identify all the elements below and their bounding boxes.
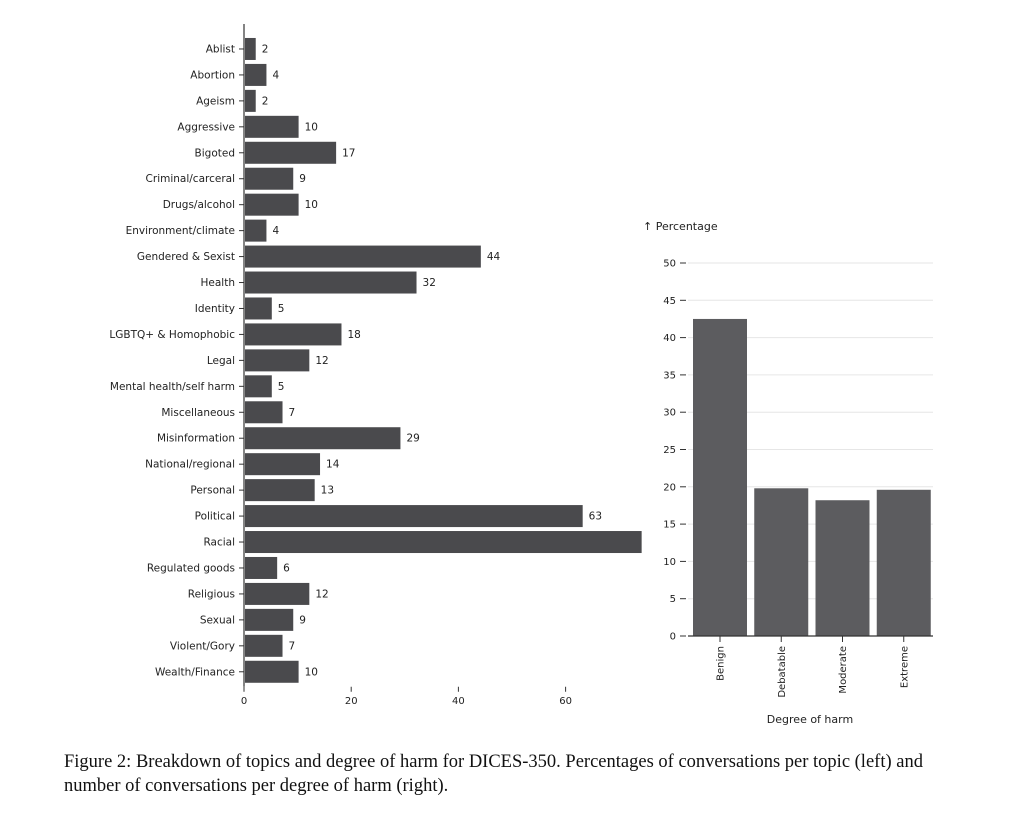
y-tick-label: 10 xyxy=(663,556,676,568)
y-tick-label: 45 xyxy=(663,295,676,307)
bar xyxy=(245,64,266,86)
category-label: Violent/Gory xyxy=(169,640,235,653)
x-tick-label: Extreme xyxy=(899,646,911,689)
bar xyxy=(245,349,309,371)
bar xyxy=(693,319,747,636)
bar xyxy=(877,490,931,636)
category-label: Wealth/Finance xyxy=(154,666,235,679)
y-tick-label: 35 xyxy=(663,370,676,382)
data-label: 12 xyxy=(315,354,329,367)
category-label: Religious xyxy=(187,588,235,601)
bar xyxy=(245,531,642,553)
y-tick-label: 50 xyxy=(663,258,676,270)
category-label: Regulated goods xyxy=(146,562,235,575)
category-label: Misinformation xyxy=(156,432,235,445)
category-label: LGBTQ+ & Homophobic xyxy=(109,328,235,341)
data-label: 6 xyxy=(283,562,290,575)
x-tick-label: 60 xyxy=(559,695,572,707)
x-tick-label: Moderate xyxy=(838,646,849,694)
bar xyxy=(245,323,341,345)
bar xyxy=(245,479,315,501)
category-label: Abortion xyxy=(190,69,235,82)
y-tick-label: 20 xyxy=(663,482,676,494)
bar xyxy=(754,488,808,636)
category-label: Miscellaneous xyxy=(161,406,235,419)
data-label: 5 xyxy=(277,302,285,315)
data-label: 63 xyxy=(588,510,603,523)
data-label: 17 xyxy=(342,147,356,160)
data-label: 44 xyxy=(486,251,501,264)
data-label: 32 xyxy=(422,277,436,290)
data-label: 9 xyxy=(299,614,306,627)
category-label: Legal xyxy=(206,354,235,367)
y-tick-label: 0 xyxy=(669,631,676,643)
x-tick-label: Benign xyxy=(715,646,727,681)
data-label: 14 xyxy=(326,458,340,471)
bar xyxy=(245,557,277,579)
bar xyxy=(245,453,320,475)
bar xyxy=(816,500,870,636)
figure-caption: Figure 2: Breakdown of topics and degree of harm for DICES-350. Percentages of conversations per topic (left) and number of conversations per degree of harm (right). xyxy=(64,752,923,796)
y-tick-label: 15 xyxy=(663,519,676,531)
data-label: 2 xyxy=(261,95,269,108)
category-label: Health xyxy=(200,277,235,290)
category-label: Criminal/carceral xyxy=(145,173,235,186)
data-label: 9 xyxy=(299,173,306,186)
bar xyxy=(245,116,299,138)
y-tick-label: 40 xyxy=(663,333,676,345)
bar xyxy=(245,220,266,242)
x-tick-label: 40 xyxy=(452,695,465,707)
data-label: 4 xyxy=(272,225,280,238)
category-label: Drugs/alcohol xyxy=(162,199,235,212)
y-tick-label: 25 xyxy=(663,445,676,456)
category-label: Aggressive xyxy=(177,121,235,134)
category-label: Gendered & Sexist xyxy=(136,251,235,264)
category-label: Political xyxy=(194,510,235,523)
data-label: 5 xyxy=(277,380,285,393)
data-label: 10 xyxy=(304,121,318,134)
category-label: Ablist xyxy=(205,43,235,56)
data-label: 13 xyxy=(320,484,335,497)
bar xyxy=(245,635,283,657)
data-label: 10 xyxy=(304,199,318,212)
data-label: 10 xyxy=(304,666,318,679)
category-label: Environment/climate xyxy=(125,225,235,238)
bar xyxy=(245,297,272,319)
category-label: Ageism xyxy=(196,95,235,108)
x-tick-label: 20 xyxy=(344,695,358,707)
bar xyxy=(245,272,417,294)
x-tick-label: 0 xyxy=(240,695,248,707)
category-label: Mental health/self harm xyxy=(109,380,235,393)
x-tick-label: Debatable xyxy=(776,646,788,698)
y-tick-label: 5 xyxy=(669,594,676,606)
category-label: Racial xyxy=(203,536,235,549)
bar xyxy=(245,427,400,449)
category-label: Sexual xyxy=(199,614,235,627)
x-axis-title: Degree of harm xyxy=(766,713,854,726)
bar xyxy=(245,583,309,605)
y-tick-label: 30 xyxy=(663,407,676,419)
bar xyxy=(245,90,256,112)
data-label: 29 xyxy=(406,432,420,445)
data-label: 7 xyxy=(288,406,296,419)
category-label: Personal xyxy=(190,484,235,497)
bar xyxy=(245,194,299,216)
data-label: 12 xyxy=(315,588,329,601)
bar xyxy=(245,661,299,683)
bar xyxy=(245,375,272,397)
category-label: National/regional xyxy=(145,458,235,471)
data-label: 7 xyxy=(288,640,296,653)
bar xyxy=(245,401,283,423)
bar xyxy=(245,609,293,631)
bar xyxy=(245,142,336,164)
bar xyxy=(245,505,583,527)
data-label: 4 xyxy=(272,69,280,82)
y-axis-title: ↑ Percentage xyxy=(643,220,718,233)
data-label: 18 xyxy=(347,328,361,341)
bar xyxy=(245,246,481,268)
category-label: Identity xyxy=(194,302,235,315)
bar xyxy=(245,38,256,60)
data-label: 2 xyxy=(261,43,269,56)
category-label: Bigoted xyxy=(194,147,235,160)
bar xyxy=(245,168,293,190)
